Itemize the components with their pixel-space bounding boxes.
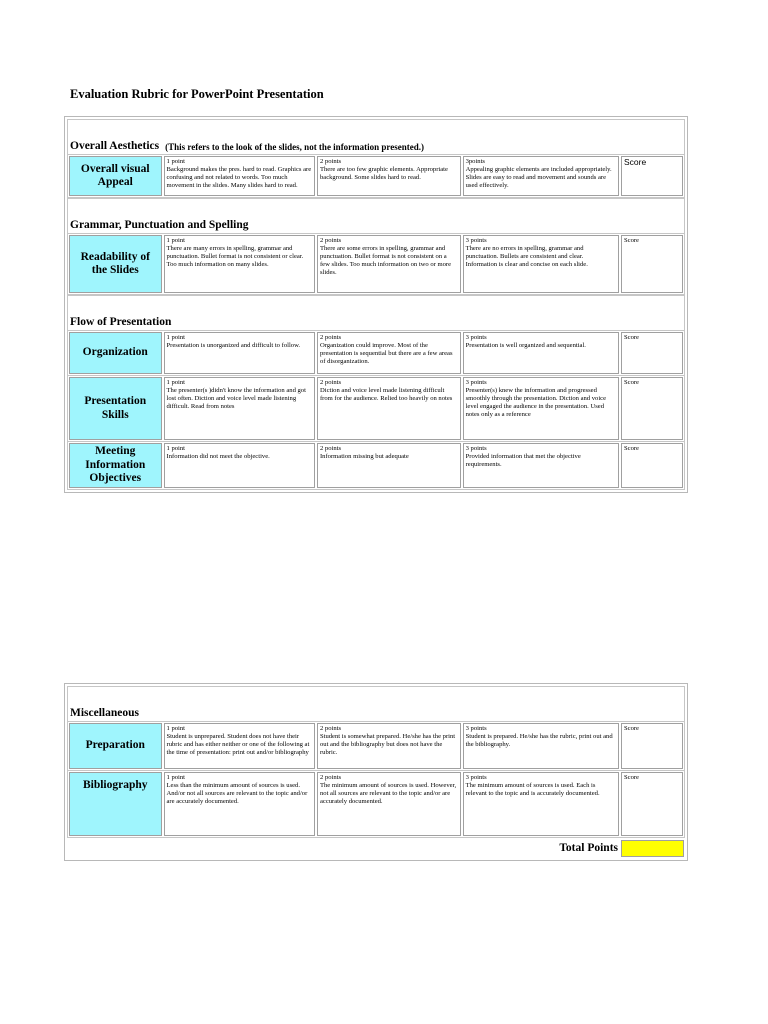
section-grammar [67,198,685,295]
two-points-cell: 2 points Diction and voice level made listening difficult from for the audience. Relied too heavily on notes [317,377,461,440]
criterion-cell: Meeting Information Objectives [69,443,162,488]
three-points-cell: 3 points Student is prepared. He/she has the rubric, print out and the bibliography. [463,723,619,769]
section-title [68,120,684,154]
score-cell[interactable]: Score [621,156,683,196]
section-title-text: Overall Aesthetics [70,140,160,152]
two-points-cell: 2 points Student is somewhat prepared. He/she has the print out and the bibliography but does not have the rubric. [317,723,461,769]
section-title [68,199,684,233]
document-title: Evaluation Rubric for PowerPoint Presentation [70,87,324,101]
two-points-cell: 2 points There are too few graphic elements. Appropriate background. Some slides hard to read. [317,156,461,196]
one-point-cell: 1 point Background makes the pres. hard to read. Graphics are confusing and not related to words. Too much movement in the slides. Many slides hard to read. [164,156,315,196]
section-overall-aesthetics [67,119,685,198]
three-points-cell: 3 points Provided information that met the objective requirements. [463,443,619,488]
three-points-cell: 3 points There are no errors in spelling, grammar and punctuation. Bullets are consistent and clear. Information is clear and concise on each slide. [463,235,619,293]
two-points-cell: 2 points Organization could improve. Most of the presentation is sequential but there are a few areas of disorganization. [317,332,461,374]
section-title [68,296,684,330]
rubric-table-main [64,116,688,493]
score-cell[interactable]: Score [621,772,683,836]
section-title-text: Flow of Presentation [70,316,172,328]
table-row [68,375,684,441]
score-cell[interactable]: Score [621,443,683,488]
three-points-cell: 3 points The minimum amount of sources is used. Each is relevant to the topic and is accurately documented. [463,772,619,836]
one-point-cell: 1 point Less than the minimum amount of sources is used. And/or not all sources are relevant to the topic and/or are accurately documented. [164,772,315,836]
table-row [68,441,684,489]
three-points-cell: 3 points Presenter(s) knew the information and progressed smoothly through the presentation. Diction and voice level engaged the audience in the presentation. Used notes only as a reference [463,377,619,440]
section-title-text: Grammar, Punctuation and Spelling [70,219,249,231]
table-row [68,154,684,197]
one-point-cell: 1 point There are many errors in spelling, grammar and punctuation. Bullet format is not consistent or clear. Too much information on many slides. [164,235,315,293]
one-point-cell: 1 point Information did not meet the objective. [164,443,315,488]
two-points-cell: 2 points There are some errors in spelling, grammar and punctuation. Bullet format is not consistent on a few slides. Too much information on two or more slides. [317,235,461,293]
section-title-text: Miscellaneous [70,707,139,719]
three-points-cell: 3 points Presentation is well organized and sequential. [463,332,619,374]
criterion-cell: Organization [69,332,162,374]
two-points-cell: 2 points Information missing but adequate [317,443,461,488]
total-points-label: Total Points [559,842,618,854]
criterion-cell: Overall visual Appeal [69,156,162,196]
one-point-cell: 1 point Student is unprepared. Student does not have their rubric and has either neither or one of the following at the time of presentation: print out and/or bibliography [164,723,315,769]
three-points-cell: 3points Appealing graphic elements are included appropriately. Slides are easy to read and movement and sounds are used effectively. [463,156,619,196]
section-miscellaneous [67,686,685,838]
score-cell[interactable]: Score [621,377,683,440]
score-cell[interactable]: Score [621,235,683,293]
section-title [68,687,684,721]
criterion-cell: Bibliography [69,772,162,836]
table-row [68,233,684,294]
criterion-cell: Preparation [69,723,162,769]
two-points-cell: 2 points The minimum amount of sources is used. However, not all sources are relevant to the topic and/or are accurately documented. [317,772,461,836]
total-points-field[interactable] [621,840,684,857]
rubric-table-misc [64,683,688,861]
criterion-cell: Readability of the Slides [69,235,162,293]
total-row [67,838,685,858]
one-point-cell: 1 point The presenter(s )didn't know the information and got lost often. Diction and voice level made listening difficult. Read from notes [164,377,315,440]
score-cell[interactable]: Score [621,332,683,374]
section-flow [67,295,685,490]
section-note: (This refers to the look of the slides, not the information presented.) [165,142,425,152]
table-row [68,330,684,375]
table-row [68,721,684,770]
one-point-cell: 1 point Presentation is unorganized and difficult to follow. [164,332,315,374]
criterion-cell: Presentation Skills [69,377,162,440]
table-row [68,770,684,837]
score-cell[interactable]: Score [621,723,683,769]
